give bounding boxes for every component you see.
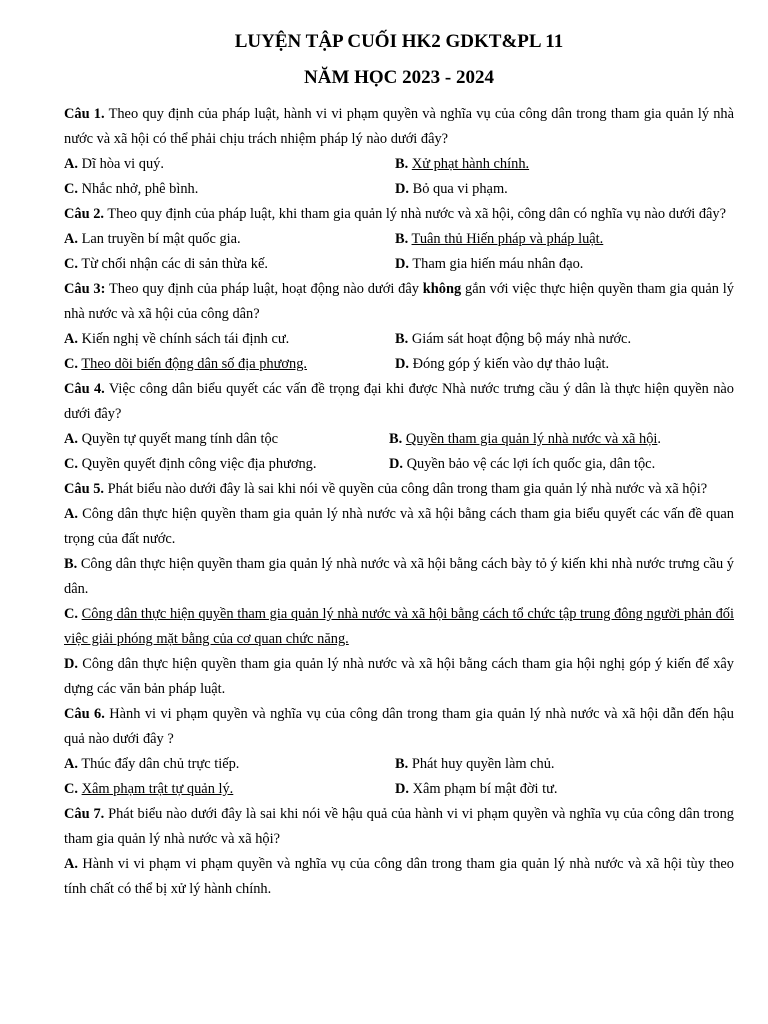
option-a[interactable]: [64, 227, 395, 252]
option-label: D.: [395, 356, 409, 372]
options-grid: [64, 427, 734, 477]
option-a[interactable]: [64, 852, 734, 902]
question-text: [64, 377, 734, 427]
option-c[interactable]: [64, 252, 395, 277]
option-c[interactable]: [64, 452, 389, 477]
option-text-tail: .: [657, 431, 662, 447]
option-label: D.: [395, 781, 409, 797]
option-b[interactable]: [395, 227, 734, 252]
options-grid: [64, 752, 734, 802]
question-number: Câu 3:: [64, 281, 106, 297]
option-text: Bỏ qua vi phạm.: [412, 181, 508, 197]
option-a[interactable]: [64, 427, 389, 452]
option-text-answer: Tuân thủ Hiến pháp và pháp luật.: [411, 231, 604, 247]
question-text: [64, 477, 734, 502]
option-label: B.: [389, 431, 403, 447]
option-text: Đóng góp ý kiến vào dự thảo luật.: [412, 356, 610, 372]
option-text: Hành vi vi phạm vi phạm quyền và nghĩa vụ của công dân trong tham gia quản lý nhà nước và xã hội tùy theo tính chất có thể bị xử lý hành chính.: [64, 856, 734, 897]
option-d[interactable]: [64, 652, 734, 702]
option-text: Thúc đẩy dân chủ trực tiếp.: [81, 756, 240, 772]
question-number: Câu 6.: [64, 706, 105, 722]
option-label: B.: [395, 331, 409, 347]
options-grid: [64, 327, 734, 377]
option-d[interactable]: [389, 452, 734, 477]
option-text: Tham gia hiến máu nhân đạo.: [412, 256, 584, 272]
option-text: Quyền tự quyết mang tính dân tộc: [81, 431, 279, 447]
option-label: C.: [64, 256, 78, 272]
question-stem: Theo quy định của pháp luật, khi tham gia quản lý nhà nước và xã hội, công dân có nghĩa vụ nào dưới đây?: [103, 206, 726, 222]
option-label: A.: [64, 231, 78, 247]
option-text: Công dân thực hiện quyền tham gia quản lý nhà nước và xã hội bằng cách bày tỏ ý kiến khi nhà nước trưng cầu ý dân.: [64, 556, 734, 597]
question-2: [64, 202, 734, 277]
option-label: C.: [64, 356, 78, 372]
option-label: A.: [64, 431, 78, 447]
option-text-answer: Quyền tham gia quản lý nhà nước và xã hội: [405, 431, 658, 447]
option-text: Phát huy quyền làm chủ.: [411, 756, 555, 772]
option-a[interactable]: [64, 502, 734, 552]
question-number: Câu 1.: [64, 106, 105, 122]
question-4: [64, 377, 734, 477]
question-5: [64, 477, 734, 702]
option-label: B.: [395, 231, 409, 247]
option-text: Lan truyền bí mật quốc gia.: [81, 231, 241, 247]
option-b[interactable]: [64, 552, 734, 602]
question-number: Câu 5.: [64, 481, 104, 497]
option-text: Kiến nghị về chính sách tái định cư.: [81, 331, 290, 347]
option-text-answer: Theo dõi biến động dân số địa phương.: [81, 356, 307, 372]
question-stem-emphasis: không: [422, 281, 462, 297]
document-page: [64, 24, 734, 902]
option-text: Công dân thực hiện quyền tham gia quản lý nhà nước và xã hội bằng cách tham gia hội nghị góp ý kiến để xây dựng các văn bản pháp luật.: [64, 656, 734, 697]
option-b[interactable]: [395, 152, 734, 177]
question-6: [64, 702, 734, 802]
question-stem: Phát biểu nào dưới đây là sai khi nói về hậu quả của hành vi vi phạm quyền và nghĩa vụ của công dân trong tham gia quản lý nhà nước và xã hội?: [64, 806, 734, 847]
question-7: [64, 802, 734, 902]
option-label: A.: [64, 756, 78, 772]
option-text: Quyền bảo vệ các lợi ích quốc gia, dân tộc.: [406, 456, 656, 472]
option-d[interactable]: [395, 252, 734, 277]
question-stem-tail: gắn với việc thực hiện quyền tham gia quản lý nhà nước và xã hội của công dân?: [64, 281, 734, 322]
option-label: A.: [64, 156, 78, 172]
option-c[interactable]: [64, 777, 395, 802]
question-text: [64, 277, 734, 327]
question-text: [64, 702, 734, 752]
option-label: D.: [395, 181, 409, 197]
option-text: Quyền quyết định công việc địa phương.: [81, 456, 317, 472]
option-label: C.: [64, 606, 78, 622]
option-label: C.: [64, 781, 78, 797]
option-text: Xâm phạm bí mật đời tư.: [412, 781, 558, 797]
title-line-1: LUYỆN TẬP CUỐI HK2 GDKT&PL 11: [234, 31, 564, 52]
question-text: [64, 202, 734, 227]
option-text: Nhắc nhở, phê bình.: [81, 181, 199, 197]
option-b[interactable]: [389, 427, 734, 452]
option-a[interactable]: [64, 152, 395, 177]
option-label: C.: [64, 456, 78, 472]
option-b[interactable]: [395, 327, 734, 352]
question-stem: Việc công dân biểu quyết các vấn đề trọng đại khi được Nhà nước trưng cầu ý dân là thực hiện quyền nào dưới đây?: [64, 381, 735, 422]
question-stem: Theo quy định của pháp luật, hành vi vi phạm quyền và nghĩa vụ của công dân trong tham gia quản lý nhà nước và xã hội có thể phải chịu trách nhiệm pháp lý nào dưới đây?: [64, 106, 735, 147]
title-line-2: NĂM HỌC 2023 - 2024: [304, 67, 494, 88]
option-label: A.: [64, 856, 78, 872]
option-label: D.: [395, 256, 409, 272]
option-b[interactable]: [395, 752, 734, 777]
options-grid: [64, 152, 734, 202]
option-label: D.: [64, 656, 78, 672]
option-d[interactable]: [395, 352, 734, 377]
question-number: Câu 7.: [64, 806, 105, 822]
option-d[interactable]: [395, 177, 734, 202]
option-label: D.: [389, 456, 403, 472]
question-text: [64, 102, 734, 152]
question-stem: Phát biểu nào dưới đây là sai khi nói về quyền của công dân trong tham gia quản lý nhà nước và xã hội?: [103, 481, 708, 497]
option-text: Công dân thực hiện quyền tham gia quản lý nhà nước và xã hội bằng cách tham gia biểu quyết các vấn đề quan trọng của đất nước.: [64, 506, 734, 547]
option-text-answer: Xâm phạm trật tự quản lý.: [81, 781, 234, 797]
option-text-answer: Xử phạt hành chính.: [411, 156, 530, 172]
option-text: Giám sát hoạt động bộ máy nhà nước.: [411, 331, 632, 347]
option-text: Dĩ hòa vi quý.: [81, 156, 164, 172]
option-c[interactable]: [64, 602, 734, 652]
question-stem: Hành vi vi phạm quyền và nghĩa vụ của công dân trong tham gia quản lý nhà nước và xã hội dẫn đến hậu quả nào dưới đây ?: [64, 706, 734, 747]
option-label: B.: [395, 756, 409, 772]
question-1: [64, 102, 734, 202]
option-c[interactable]: [64, 352, 395, 377]
question-stem: Theo quy định của pháp luật, hoạt động nào dưới đây: [105, 281, 423, 297]
option-c[interactable]: [64, 177, 395, 202]
question-number: Câu 4.: [64, 381, 105, 397]
question-3: [64, 277, 734, 377]
option-a[interactable]: [64, 327, 395, 352]
option-d[interactable]: [395, 777, 734, 802]
option-a[interactable]: [64, 752, 395, 777]
option-text-answer: Công dân thực hiện quyền tham gia quản lý nhà nước và xã hội bằng cách tổ chức tập trung đông người phản đối việc giải phóng mặt bằng của cơ quan chức năng.: [64, 606, 734, 647]
options-grid: [64, 227, 734, 277]
option-label: C.: [64, 181, 78, 197]
option-label: A.: [64, 506, 78, 522]
option-label: B.: [395, 156, 409, 172]
question-number: Câu 2.: [64, 206, 104, 222]
option-label: B.: [64, 556, 78, 572]
option-label: A.: [64, 331, 78, 347]
question-text: [64, 802, 734, 852]
option-text: Từ chối nhận các di sản thừa kế.: [81, 256, 268, 272]
